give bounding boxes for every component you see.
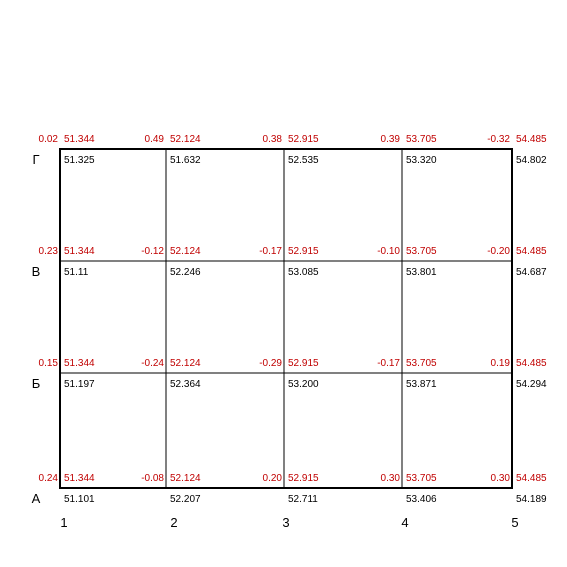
grid-lines — [60, 149, 512, 488]
design-elevation: 51.344 — [64, 358, 95, 369]
elevation-delta: -0.24 — [141, 358, 164, 369]
elevation-delta: 0.24 — [38, 473, 58, 484]
design-elevation: 54.485 — [516, 246, 547, 257]
elevation-delta: -0.08 — [141, 473, 164, 484]
design-elevation: 54.485 — [516, 134, 547, 145]
column-axis-label: 5 — [511, 515, 519, 530]
elevation-delta: -0.10 — [377, 246, 400, 257]
elevation-delta: -0.32 — [487, 134, 510, 145]
design-elevation: 52.915 — [288, 358, 319, 369]
elevation-delta: 0.30 — [490, 473, 510, 484]
actual-elevation: 53.320 — [406, 155, 437, 166]
design-elevation: 51.344 — [64, 134, 95, 145]
design-elevation: 53.705 — [406, 473, 437, 484]
column-axis-label: 2 — [170, 515, 178, 530]
design-elevation: 52.124 — [170, 473, 201, 484]
actual-elevation: 53.085 — [288, 267, 319, 278]
elevation-delta: 0.19 — [490, 358, 510, 369]
design-elevation: 52.915 — [288, 246, 319, 257]
actual-elevation: 52.246 — [170, 267, 201, 278]
actual-elevation: 51.101 — [64, 494, 95, 505]
actual-elevation: 51.197 — [64, 379, 95, 390]
elevation-delta: 0.02 — [38, 134, 58, 145]
design-elevation: 54.485 — [516, 473, 547, 484]
design-elevation: 51.344 — [64, 473, 95, 484]
actual-elevation: 52.207 — [170, 494, 201, 505]
actual-elevation: 52.711 — [288, 494, 318, 505]
design-elevation: 52.915 — [288, 473, 319, 484]
design-elevation: 52.124 — [170, 134, 201, 145]
elevation-delta: -0.17 — [377, 358, 400, 369]
grid-border — [60, 149, 512, 488]
design-elevation: 53.705 — [406, 358, 437, 369]
actual-elevation: 53.871 — [406, 379, 437, 390]
elevation-delta: 0.38 — [262, 134, 282, 145]
elevation-delta: 0.39 — [380, 134, 400, 145]
elevation-delta: 0.15 — [38, 358, 58, 369]
design-elevation: 52.124 — [170, 358, 201, 369]
actual-elevation: 51.325 — [64, 155, 95, 166]
actual-elevation: 53.406 — [406, 494, 437, 505]
elevation-delta: 0.30 — [380, 473, 400, 484]
design-elevation: 52.124 — [170, 246, 201, 257]
elevation-delta: 0.23 — [38, 246, 58, 257]
elevation-delta: -0.29 — [259, 358, 282, 369]
column-axis-label: 3 — [282, 515, 290, 530]
elevation-delta: -0.17 — [259, 246, 282, 257]
design-elevation: 54.485 — [516, 358, 547, 369]
actual-elevation: 51.632 — [170, 155, 201, 166]
actual-elevation: 54.802 — [516, 155, 547, 166]
actual-elevation: 52.364 — [170, 379, 201, 390]
actual-elevation: 53.200 — [288, 379, 319, 390]
elevation-delta: -0.12 — [141, 246, 164, 257]
column-axis-label: 4 — [401, 515, 409, 530]
design-elevation: 52.915 — [288, 134, 319, 145]
row-axis-label: В — [31, 264, 41, 279]
row-axis-label: А — [31, 491, 41, 506]
row-axis-label: Б — [31, 376, 41, 391]
elevation-delta: 0.20 — [262, 473, 282, 484]
design-elevation: 51.344 — [64, 246, 95, 257]
design-elevation: 53.705 — [406, 134, 437, 145]
actual-elevation: 52.535 — [288, 155, 319, 166]
grid-labels — [32, 134, 547, 530]
actual-elevation: 54.687 — [516, 267, 547, 278]
actual-elevation: 53.801 — [406, 267, 437, 278]
actual-elevation: 54.189 — [516, 494, 547, 505]
row-axis-label: Г — [32, 152, 40, 167]
actual-elevation: 54.294 — [516, 379, 547, 390]
column-axis-label: 1 — [60, 515, 68, 530]
design-elevation: 53.705 — [406, 246, 437, 257]
actual-elevation: 51.11 — [64, 267, 89, 278]
elevation-delta: -0.20 — [487, 246, 510, 257]
elevation-delta: 0.49 — [144, 134, 164, 145]
